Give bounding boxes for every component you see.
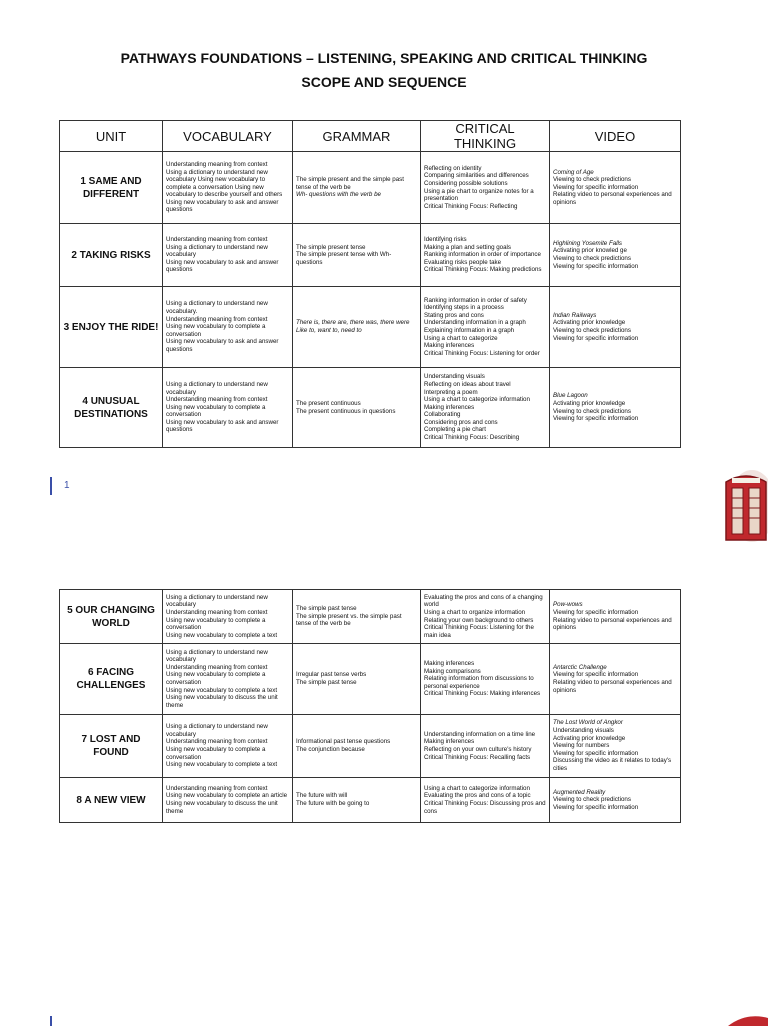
cell-line: Evaluating the pros and cons of a changing world — [424, 593, 543, 609]
video-title: Indian Railways — [553, 311, 597, 319]
table-header-row — [60, 121, 681, 152]
header-critical-thinking: CRITICAL THINKING — [421, 121, 550, 152]
cell-line: Comparing similarities and differences — [424, 172, 529, 180]
cell-line: Considering possible solutions — [424, 179, 508, 187]
grammar-cell — [293, 644, 421, 715]
cell-line: Viewing to check predictions — [553, 255, 631, 262]
cell-line: Wh- questions with the verb be — [296, 191, 381, 199]
cell-line: The present continuous — [296, 399, 361, 407]
video-cell — [550, 287, 681, 368]
cell-line: Relating video to personal experiences and opinions — [553, 679, 672, 694]
cell-line: The simple present tense with Wh- questions — [296, 251, 392, 266]
cell-line: Viewing for specific information — [553, 334, 639, 342]
cell-line: The simple past tense — [296, 679, 357, 686]
grammar-cell — [293, 368, 421, 448]
cell-line: Using a dictionary to understand new vocabulary — [166, 380, 268, 396]
vocabulary-cell — [163, 287, 293, 368]
scope-table-part2 — [59, 589, 681, 823]
cell-line: Relating information from discussions to personal experience — [424, 675, 534, 690]
grammar-cell — [293, 778, 421, 823]
cell-line: Using a dictionary to understand new vocabulary Using new vocabulary to complete a conversation Using new vocabulary to describe yourself and others Using new vocabulary to ask and answer questions — [166, 168, 283, 214]
cell-line: Discussing the video as it relates to today's cities — [553, 757, 672, 772]
video-cell — [550, 368, 681, 448]
cell-line: Making comparisons — [424, 667, 481, 675]
cell-line: Using a chart to categorize — [424, 334, 498, 342]
cell-line: Using new vocabulary to complete a text — [166, 631, 278, 639]
cell-line: Identifying steps in a process — [424, 304, 504, 312]
grammar-cell — [293, 590, 421, 644]
cell-line: Using a dictionary to understand new vocabulary. — [166, 300, 268, 316]
cell-line: Activating prior knowledge — [553, 319, 626, 327]
video-title: The Lost World of Angkor — [553, 719, 623, 727]
video-title: Antarctic Challenge — [553, 663, 607, 671]
cell-line: The present continuous in questions — [296, 407, 396, 415]
cell-line: Relating video to personal experiences and opinions — [553, 191, 672, 206]
cell-line: Activating prior knowledge — [553, 734, 626, 742]
vocabulary-cell — [163, 368, 293, 448]
cell-line: Using new vocabulary to complete a text — [166, 686, 278, 694]
page-marker-bottom — [50, 1016, 52, 1026]
cell-line: The simple present and the simple past tense of the verb be — [296, 176, 404, 191]
document-title: PATHWAYS FOUNDATIONS – LISTENING, SPEAKING AND CRITICAL THINKING — [120, 50, 648, 66]
cell-line: Viewing for specific information — [553, 415, 639, 423]
table-row — [60, 590, 681, 644]
cell-line: Using a pie chart to organize notes for a presentation — [424, 187, 534, 203]
cell-line: Viewing to check predictions — [553, 407, 631, 415]
vocabulary-cell — [163, 152, 293, 224]
page-marker — [50, 477, 52, 495]
cell-line: Using a chart to categorize information — [424, 396, 530, 404]
cell-line: Using new vocabulary to ask and answer questions — [166, 418, 279, 434]
video-cell — [550, 715, 681, 778]
video-title: Pow-wows — [553, 601, 583, 609]
video-cell — [550, 644, 681, 715]
document-subtitle: SCOPE AND SEQUENCE — [301, 74, 467, 90]
cell-line: Viewing to check predictions — [553, 327, 631, 334]
cell-line: Making inferences — [424, 660, 475, 668]
cell-line: Understanding meaning from context — [166, 784, 268, 792]
table-row — [60, 224, 681, 287]
cell-line: Making inferences — [424, 342, 475, 350]
vocabulary-cell — [163, 224, 293, 287]
cell-line: Irregular past tense verbs — [296, 671, 367, 679]
cell-line: Using new vocabulary to discuss the unit theme — [166, 800, 278, 815]
video-cell — [550, 590, 681, 644]
cell-line: Viewing for specific information — [553, 183, 639, 191]
critical-thinking-cell — [421, 368, 550, 448]
vocabulary-cell — [163, 778, 293, 823]
cell-line: Viewing for specific information — [553, 803, 639, 811]
cell-line: Stating pros and cons — [424, 311, 484, 319]
cell-line: There is, there are, there was, there were — [296, 319, 410, 327]
cell-line: Using new vocabulary to complete an article — [166, 792, 288, 800]
cell-line: Critical Thinking Focus: Recalling facts — [424, 753, 531, 761]
cell-line: Using new vocabulary to complete a text — [166, 761, 278, 769]
cell-line: The simple past tense — [296, 605, 357, 613]
cell-line: Evaluating the pros and cons of a topic — [424, 792, 531, 800]
cell-line: Viewing to check predictions — [553, 796, 631, 804]
cell-line: Ranking information in order of importance — [424, 251, 541, 259]
cell-line: Understanding meaning from context — [166, 160, 268, 168]
video-cell — [550, 224, 681, 287]
video-title: Coming of Age — [553, 168, 594, 176]
cell-line: Using new vocabulary to complete a conversation — [166, 616, 266, 632]
video-title: Augmented Reality — [553, 788, 606, 796]
header-unit: UNIT — [60, 121, 163, 152]
table-row — [60, 287, 681, 368]
cell-line: Evaluating risks people take — [424, 258, 502, 266]
table-row — [60, 715, 681, 778]
critical-thinking-cell — [421, 590, 550, 644]
cell-line: Critical Thinking Focus: Describing — [424, 434, 520, 442]
cell-line: Explaining information in a graph — [424, 327, 515, 334]
table-row — [60, 778, 681, 823]
cell-line: Understanding meaning from context — [166, 608, 268, 616]
cell-line: Like to, want to, need to — [296, 327, 362, 334]
cell-line: Understanding meaning from context — [166, 396, 268, 404]
cell-line: Using new vocabulary to ask and answer questions — [166, 258, 279, 274]
cell-line: Critical Thinking Focus: Discussing pros and cons — [424, 800, 546, 815]
cell-line: Viewing for specific information — [553, 749, 639, 757]
table-row — [60, 152, 681, 224]
phone-booth-icon — [712, 468, 768, 544]
cell-line: The future with be going to — [296, 800, 370, 807]
vocabulary-cell — [163, 590, 293, 644]
cell-line: The simple present vs. the simple past tense of the verb be — [296, 612, 402, 628]
table-row — [60, 644, 681, 715]
cell-line: Informational past tense questions — [296, 738, 391, 746]
table-row — [60, 368, 681, 448]
cell-line: Understanding meaning from context — [166, 236, 268, 244]
critical-thinking-cell — [421, 152, 550, 224]
cell-line: Considering pros and cons — [424, 418, 498, 426]
critical-thinking-cell — [421, 778, 550, 823]
unit-cell: 4 UNUSUAL DESTINATIONS — [60, 368, 163, 448]
page-number: 1 — [64, 480, 70, 491]
cell-line: Using new vocabulary to complete a conversation — [166, 403, 266, 419]
unit-cell: 1 SAME AND DIFFERENT — [60, 152, 163, 224]
cell-line: Identifying risks — [424, 236, 467, 244]
cell-line: Critical Thinking Focus: Reflecting — [424, 202, 518, 210]
cell-line: Critical Thinking Focus: Making inferences — [424, 690, 541, 698]
cell-line: Viewing to check predictions — [553, 176, 631, 184]
cell-line: The future with will — [296, 792, 348, 800]
header-vocabulary: VOCABULARY — [163, 121, 293, 152]
unit-cell: 6 FACING CHALLENGES — [60, 644, 163, 715]
cell-line: Using a chart to categorize information — [424, 784, 530, 792]
cell-line: Critical Thinking Focus: Listening for order — [424, 349, 540, 357]
cell-line: Using a dictionary to understand new vocabulary — [166, 723, 268, 738]
cell-line: Understanding visuals — [424, 373, 485, 381]
grammar-cell — [293, 715, 421, 778]
header-grammar: GRAMMAR — [293, 121, 421, 152]
cell-line: Viewing for specific information — [553, 671, 639, 679]
critical-thinking-cell — [421, 287, 550, 368]
vocabulary-cell — [163, 644, 293, 715]
cell-line: Reflecting on identity — [424, 164, 482, 172]
critical-thinking-cell — [421, 644, 550, 715]
video-title: Blue Lagoon — [553, 392, 588, 400]
grammar-cell — [293, 287, 421, 368]
cell-line: Understanding information on a time line — [424, 730, 536, 738]
cell-line: Critical Thinking Focus: Listening for the main idea — [424, 624, 534, 639]
header-video: VIDEO — [550, 121, 681, 152]
cell-line: The conjunction because — [296, 746, 365, 753]
cell-line: Making a plan and setting goals — [424, 243, 512, 251]
unit-cell: 2 TAKING RISKS — [60, 224, 163, 287]
cell-line: Using new vocabulary to complete a conversation — [166, 746, 266, 761]
cell-line: Reflecting on your own culture's history — [424, 746, 532, 753]
scope-table-part1 — [59, 120, 681, 448]
cell-line: Making inferences — [424, 403, 475, 411]
cell-line: Collaborating — [424, 411, 461, 419]
cell-line: Viewing for specific information — [553, 608, 639, 616]
cell-line: Understanding meaning from context — [166, 315, 268, 323]
cell-line: Understanding meaning from context — [166, 738, 268, 746]
cell-line: Activating prior knowled ge — [553, 247, 627, 255]
cell-line: Completing a pie chart — [424, 426, 486, 434]
cell-line: Interpreting a poem — [424, 388, 478, 396]
cell-line: Understanding meaning from context — [166, 663, 268, 671]
unit-cell: 7 LOST AND FOUND — [60, 715, 163, 778]
critical-thinking-cell — [421, 224, 550, 287]
unit-cell: 8 A NEW VIEW — [60, 778, 163, 823]
cell-line: Using a dictionary to understand new vocabulary — [166, 593, 268, 609]
cell-line: Viewing for specific information — [553, 262, 639, 270]
vocabulary-cell — [163, 715, 293, 778]
video-cell — [550, 778, 681, 823]
cell-line: Using new vocabulary to ask and answer questions — [166, 338, 279, 353]
cell-line: The simple present tense — [296, 243, 366, 251]
cell-line: Using new vocabulary to complete a conversation — [166, 671, 266, 686]
video-title: Highlining Yosemite Falls — [553, 239, 623, 247]
grammar-cell — [293, 152, 421, 224]
cell-line: Using a chart to organize information — [424, 608, 526, 616]
grammar-cell — [293, 224, 421, 287]
unit-cell: 5 OUR CHANGING WORLD — [60, 590, 163, 644]
cell-line: Understanding information in a graph — [424, 319, 526, 327]
cell-line: Making inferences — [424, 738, 475, 746]
cell-line: Understanding visuals — [553, 727, 614, 735]
cell-line: Ranking information in order of safety — [424, 296, 527, 304]
cell-line: Using a dictionary to understand new vocabulary — [166, 648, 268, 664]
cell-line: Using a dictionary to understand new vocabulary — [166, 243, 268, 259]
cell-line: Relating your own background to others — [424, 616, 534, 624]
cell-line: Critical Thinking Focus: Making predictions — [424, 266, 542, 274]
cell-line: Activating prior knowledge — [553, 399, 626, 407]
cell-line: Relating video to personal experiences and opinions — [553, 616, 672, 632]
cell-line: Using new vocabulary to complete a conversation — [166, 323, 266, 338]
cell-line: Reflecting on ideas about travel — [424, 380, 511, 388]
unit-cell: 3 ENJOY THE RIDE! — [60, 287, 163, 368]
video-cell — [550, 152, 681, 224]
cell-line: Viewing for numbers — [553, 742, 610, 750]
critical-thinking-cell — [421, 715, 550, 778]
cell-line: Using new vocabulary to discuss the unit theme — [166, 694, 278, 709]
